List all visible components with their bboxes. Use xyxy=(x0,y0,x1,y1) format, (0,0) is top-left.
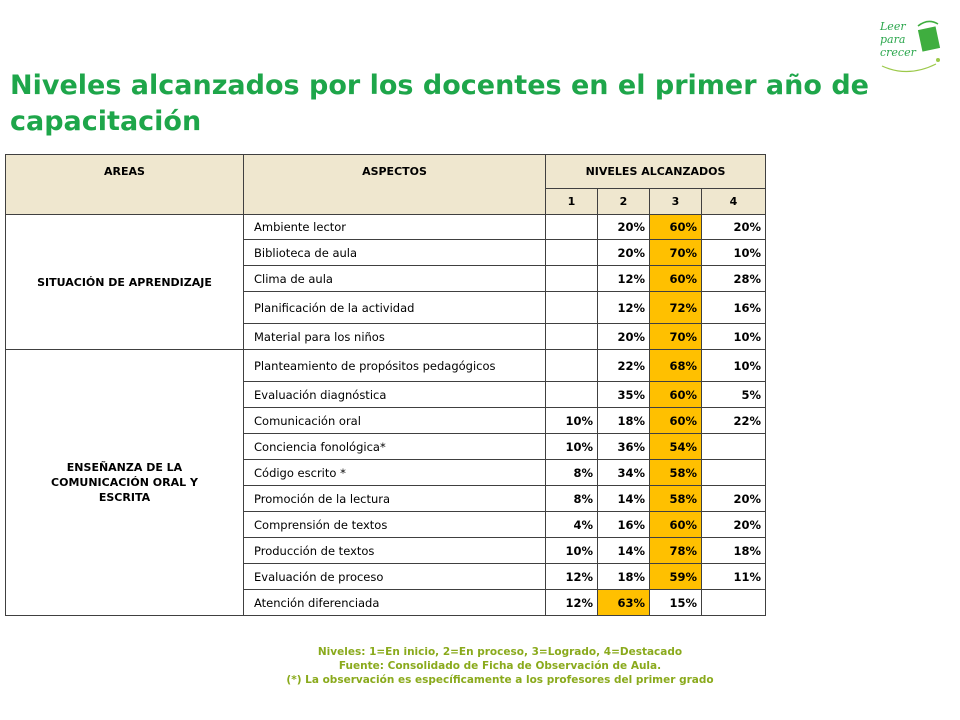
level-2-value: 14% xyxy=(598,486,650,512)
page-title: Niveles alcanzados por los docentes en el primer año de capacitación xyxy=(10,70,869,137)
level-1-value: 12% xyxy=(546,564,598,590)
level-3-value: 68% xyxy=(650,350,702,382)
aspect-cell: Clima de aula xyxy=(244,266,546,292)
level-2-value: 20% xyxy=(598,215,650,240)
level-1-value xyxy=(546,350,598,382)
level-3-value: 54% xyxy=(650,434,702,460)
level-4-value xyxy=(702,460,766,486)
aspect-cell: Atención diferenciada xyxy=(244,590,546,616)
level-4-value: 10% xyxy=(702,350,766,382)
aspect-cell: Biblioteca de aula xyxy=(244,240,546,266)
level-2-value: 36% xyxy=(598,434,650,460)
level-2-value: 20% xyxy=(598,324,650,350)
header-aspectos: ASPECTOS xyxy=(244,155,546,215)
level-4-value: 18% xyxy=(702,538,766,564)
level-3-value: 60% xyxy=(650,382,702,408)
level-1-value: 12% xyxy=(546,590,598,616)
footer-source: Fuente: Consolidado de Ficha de Observación de Aula. xyxy=(338,660,662,672)
header-level-2: 2 xyxy=(598,189,650,215)
level-4-value: 22% xyxy=(702,408,766,434)
level-4-value: 10% xyxy=(702,324,766,350)
level-3-value: 60% xyxy=(650,512,702,538)
header-level-3: 3 xyxy=(650,189,702,215)
aspect-cell: Planteamiento de propósitos pedagógicos xyxy=(244,350,546,382)
level-2-value: 14% xyxy=(598,538,650,564)
area-situacion-aprendizaje: SITUACIÓN DE APRENDIZAJE xyxy=(6,215,244,350)
aspect-cell: Producción de textos xyxy=(244,538,546,564)
level-3-value: 15% xyxy=(650,590,702,616)
header-niveles: NIVELES ALCANZADOS xyxy=(546,155,766,189)
level-4-value: 20% xyxy=(702,512,766,538)
aspect-cell: Evaluación diagnóstica xyxy=(244,382,546,408)
level-1-value: 10% xyxy=(546,538,598,564)
level-1-value: 4% xyxy=(546,512,598,538)
level-4-value: 20% xyxy=(702,486,766,512)
level-2-value: 35% xyxy=(598,382,650,408)
level-3-value: 78% xyxy=(650,538,702,564)
level-1-value: 8% xyxy=(546,486,598,512)
level-4-value: 11% xyxy=(702,564,766,590)
level-4-value: 10% xyxy=(702,240,766,266)
aspect-cell: Evaluación de proceso xyxy=(244,564,546,590)
aspect-cell: Comunicación oral xyxy=(244,408,546,434)
level-1-value: 8% xyxy=(546,460,598,486)
table-row xyxy=(6,350,766,382)
level-2-value: 20% xyxy=(598,240,650,266)
leer-para-crecer-logo xyxy=(868,16,948,86)
footer-levels-legend: Niveles: 1=En inicio, 2=En proceso, 3=Logrado, 4=Destacado xyxy=(317,646,683,658)
footer-notes xyxy=(0,645,960,687)
level-3-value: 70% xyxy=(650,240,702,266)
level-3-value: 58% xyxy=(650,486,702,512)
level-1-value xyxy=(546,215,598,240)
level-3-value: 58% xyxy=(650,460,702,486)
level-3-value: 60% xyxy=(650,408,702,434)
logo-text xyxy=(880,20,916,59)
level-4-value: 16% xyxy=(702,292,766,324)
level-3-value: 60% xyxy=(650,215,702,240)
aspect-cell: Ambiente lector xyxy=(244,215,546,240)
level-1-value xyxy=(546,324,598,350)
logo-line-3: crecer xyxy=(880,46,916,59)
level-2-value: 63% xyxy=(598,590,650,616)
level-4-value xyxy=(702,590,766,616)
logo-line-1: Leer xyxy=(880,20,906,33)
level-3-value: 59% xyxy=(650,564,702,590)
level-1-value: 10% xyxy=(546,434,598,460)
level-2-value: 34% xyxy=(598,460,650,486)
level-2-value: 18% xyxy=(598,564,650,590)
area-ensenanza-comunicacion: ENSEÑANZA DE LA COMUNICACIÓN ORAL Y ESCRITA xyxy=(6,350,244,616)
aspect-cell: Material para los niños xyxy=(244,324,546,350)
logo-line-2: para xyxy=(880,33,906,46)
level-2-value: 18% xyxy=(598,408,650,434)
level-1-value xyxy=(546,240,598,266)
level-1-value xyxy=(546,292,598,324)
level-4-value: 28% xyxy=(702,266,766,292)
level-1-value xyxy=(546,266,598,292)
level-1-value: 10% xyxy=(546,408,598,434)
level-4-value xyxy=(702,434,766,460)
aspect-cell: Promoción de la lectura xyxy=(244,486,546,512)
level-2-value: 22% xyxy=(598,350,650,382)
aspect-cell: Planificación de la actividad xyxy=(244,292,546,324)
header-level-4: 4 xyxy=(702,189,766,215)
level-4-value: 5% xyxy=(702,382,766,408)
level-4-value: 20% xyxy=(702,215,766,240)
footer-note: (*) La observación es específicamente a los profesores del primer grado xyxy=(286,674,714,686)
level-3-value: 70% xyxy=(650,324,702,350)
header-level-1: 1 xyxy=(546,189,598,215)
level-1-value xyxy=(546,382,598,408)
aspect-cell: Comprensión de textos xyxy=(244,512,546,538)
aspect-cell: Código escrito * xyxy=(244,460,546,486)
levels-table xyxy=(5,154,766,616)
table-row xyxy=(6,215,766,240)
level-3-value: 72% xyxy=(650,292,702,324)
level-2-value: 12% xyxy=(598,266,650,292)
level-2-value: 12% xyxy=(598,292,650,324)
level-2-value: 16% xyxy=(598,512,650,538)
aspect-cell: Conciencia fonológica* xyxy=(244,434,546,460)
header-areas: AREAS xyxy=(6,155,244,215)
level-3-value: 60% xyxy=(650,266,702,292)
